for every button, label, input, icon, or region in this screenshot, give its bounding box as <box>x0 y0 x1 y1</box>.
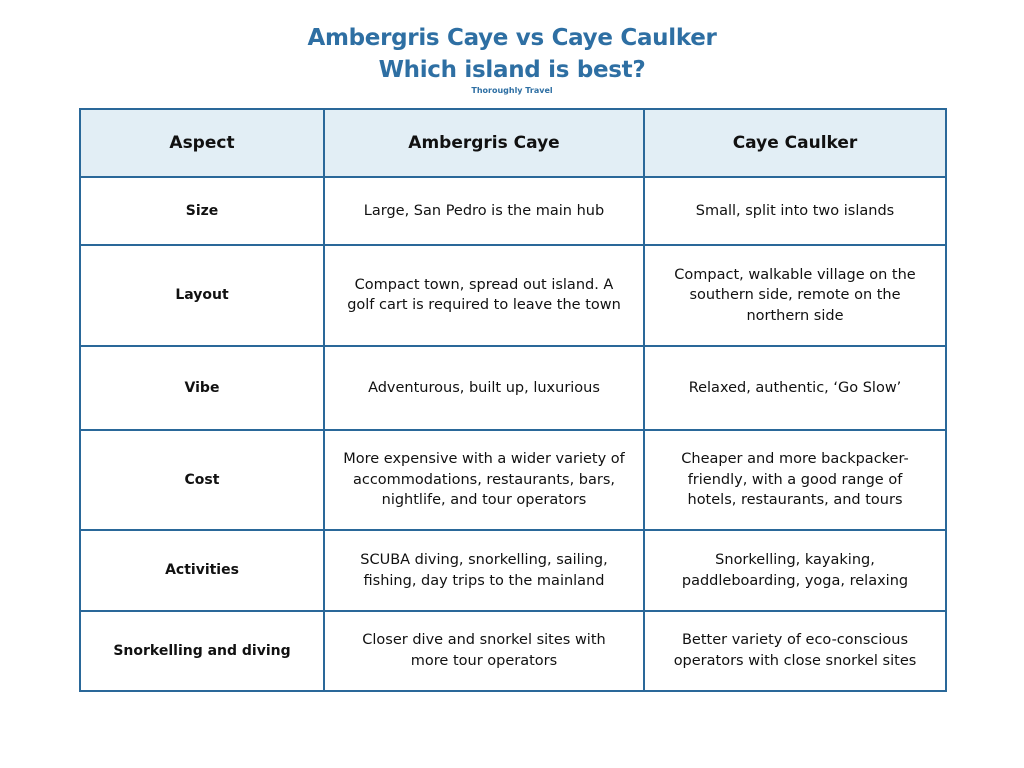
table-row <box>80 245 946 345</box>
aspect-cell: Size <box>80 177 324 245</box>
page-title: Ambergris Caye vs Caye Caulker <box>307 25 717 51</box>
caulker-cell: Relaxed, authentic, ‘Go Slow’ <box>644 346 946 430</box>
aspect-cell: Vibe <box>80 346 324 430</box>
ambergris-cell: SCUBA diving, snorkelling, sailing, fishing, day trips to the mainland <box>324 530 644 610</box>
caulker-cell: Better variety of eco-conscious operators with close snorkel sites <box>644 611 946 691</box>
caulker-cell: Cheaper and more backpacker-friendly, with a good range of hotels, restaurants, and tours <box>644 430 946 530</box>
ambergris-cell: Large, San Pedro is the main hub <box>324 177 644 245</box>
caulker-cell: Snorkelling, kayaking, paddleboarding, yoga, relaxing <box>644 530 946 610</box>
aspect-cell: Snorkelling and diving <box>80 611 324 691</box>
table-row <box>80 611 946 691</box>
table-row <box>80 177 946 245</box>
ambergris-cell: More expensive with a wider variety of accommodations, restaurants, bars, nightlife, and tour operators <box>324 430 644 530</box>
ambergris-cell: Compact town, spread out island. A golf cart is required to leave the town <box>324 245 644 345</box>
comparison-table <box>79 108 947 692</box>
aspect-cell: Cost <box>80 430 324 530</box>
header-ambergris-caye: Ambergris Caye <box>324 109 644 177</box>
header-caye-caulker: Caye Caulker <box>644 109 946 177</box>
aspect-cell: Activities <box>80 530 324 610</box>
table-row <box>80 346 946 430</box>
caulker-cell: Compact, walkable village on the southern side, remote on the northern side <box>644 245 946 345</box>
ambergris-cell: Closer dive and snorkel sites with more tour operators <box>324 611 644 691</box>
table-row <box>80 430 946 530</box>
caulker-cell: Small, split into two islands <box>644 177 946 245</box>
header-aspect: Aspect <box>80 109 324 177</box>
aspect-cell: Layout <box>80 245 324 345</box>
table-row <box>80 530 946 610</box>
page-subtitle: Which island is best? <box>378 57 646 83</box>
table-header-row <box>80 109 946 177</box>
source-credit: Thoroughly Travel <box>471 86 553 95</box>
ambergris-cell: Adventurous, built up, luxurious <box>324 346 644 430</box>
